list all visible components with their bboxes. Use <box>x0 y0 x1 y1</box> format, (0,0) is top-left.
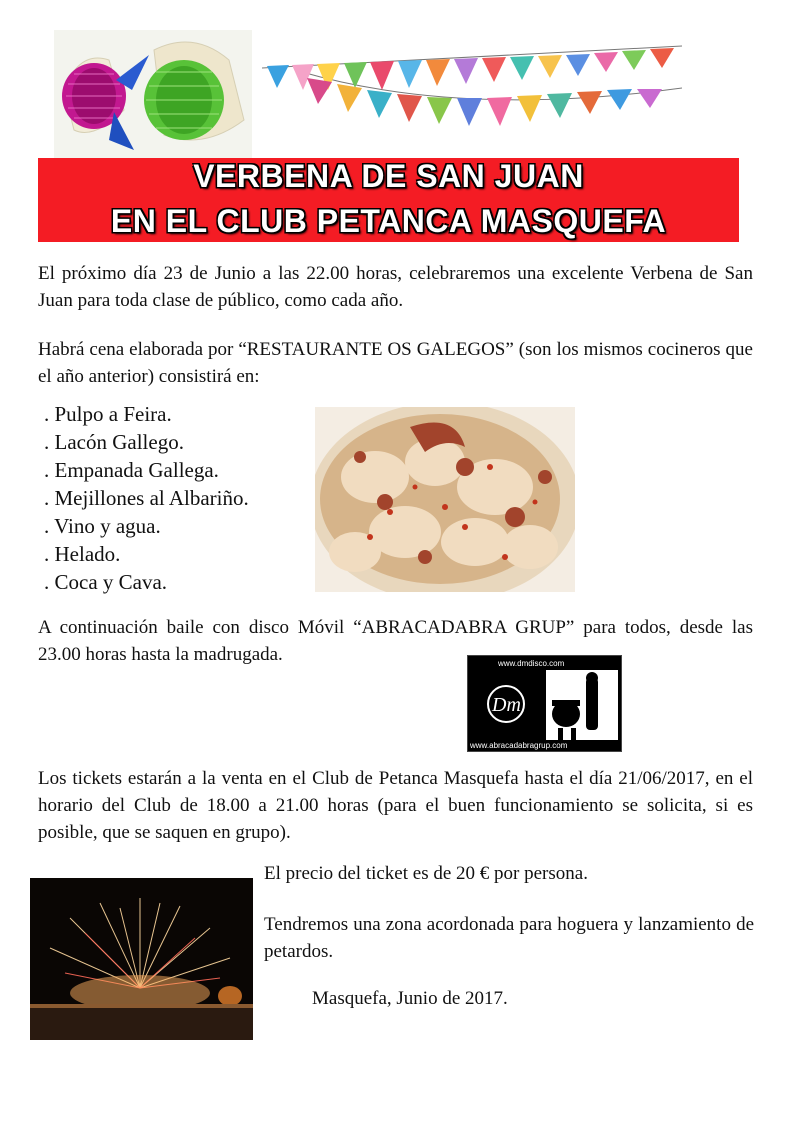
menu-item: . Pulpo a Feira. <box>44 402 172 426</box>
bonfire-paragraph: Tendremos una zona acordonada para hoguera y lanzamiento de petardos. <box>264 914 754 962</box>
dj-logo-url-bottom: www.abracadabragrup.com <box>470 741 568 750</box>
signature-line: Masquefa, Junio de 2017. <box>312 988 508 1009</box>
intro-paragraph: El próximo día 23 de Junio a las 22.00 horas, celebraremos una excelente Verbena de San Juan para toda clase de público, como cada año. <box>38 263 753 311</box>
paper-lanterns-photo <box>54 30 252 158</box>
dj-logo-monogram: Dm <box>492 694 521 716</box>
tickets-paragraph: Los tickets estarán a la venta en el Club de Petanca Masquefa hasta el día 21/06/2017, en el horario del Club de 18.00 a 21.00 horas (para el buen funcionamiento se solicita, si es posible, que se saquen en grupo). <box>38 768 753 843</box>
price-paragraph: El precio del ticket es de 20 € por persona. <box>264 863 588 884</box>
dinner-intro-paragraph: Habrá cena elaborada por “RESTAURANTE OS GALEGOS” (son los mismos cocineros que el año anterior) consistirá en: <box>38 339 753 387</box>
dj-logo-url-top: www.dmdisco.com <box>498 659 565 668</box>
menu-item: . Coca y Cava. <box>44 570 168 594</box>
menu-item: . Lacón Gallego. <box>44 430 184 454</box>
menu-item: . Helado. <box>44 542 121 566</box>
dj-abracadabra-logo <box>467 655 622 752</box>
menu-item: . Empanada Gallega. <box>44 458 219 482</box>
dance-paragraph: A continuación baile con disco Móvil “ABRACADABRA GRUP” para todos, desde las 23.00 horas hasta la madrugada. <box>38 617 753 665</box>
bunting-garland-photo <box>262 38 682 130</box>
menu-list <box>44 400 314 596</box>
pulpo-dish-photo <box>315 407 575 592</box>
title-line-2: EN EL CLUB PETANCA MASQUEFA <box>110 203 667 239</box>
menu-item: . Vino y agua. <box>44 514 161 538</box>
menu-item: . Mejillones al Albariño. <box>44 486 249 510</box>
title-line-1: VERBENA DE SAN JUAN <box>193 158 584 194</box>
fireworks-photo <box>30 878 253 1040</box>
